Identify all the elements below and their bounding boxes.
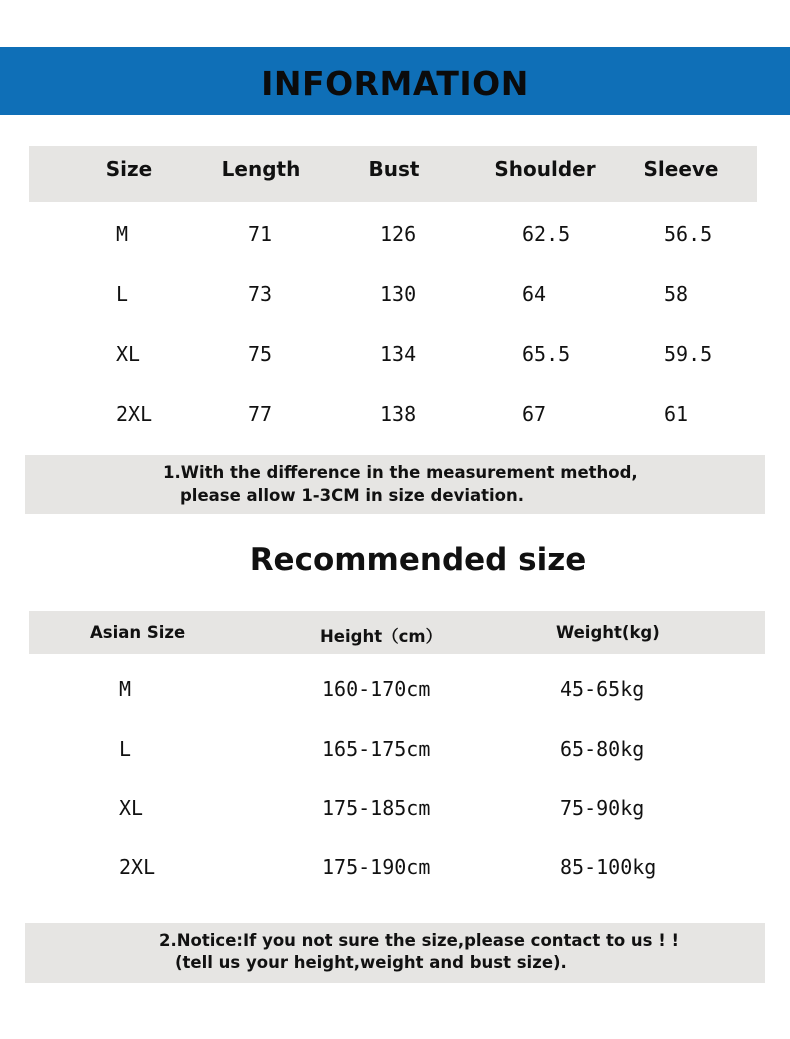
sleeve-cell: 56.5 [664,222,713,246]
weight-cell: 75-90kg [560,796,645,820]
sleeve-cell: 59.5 [664,342,713,366]
header-height: Height（cm） [320,627,443,646]
asian-size-cell: 2XL [119,855,156,879]
shoulder-cell: 62.5 [522,222,571,246]
note-line: 1.With the difference in the measurement method, [163,463,638,482]
length-cell: 75 [248,342,273,366]
size-table-header [29,146,757,202]
header-bust: Bust [368,157,420,181]
bust-cell: 138 [380,402,417,426]
size-cell: 2XL [116,402,153,426]
asian-size-cell: L [119,737,132,761]
length-cell: 77 [248,402,273,426]
height-cell: 175-190cm [322,855,431,879]
header-size: Size [105,157,153,181]
header-sleeve: Sleeve [643,157,719,181]
asian-size-cell: M [119,677,132,701]
shoulder-cell: 67 [522,402,547,426]
shoulder-cell: 64 [522,282,547,306]
weight-cell: 85-100kg [560,855,657,879]
size-cell: M [116,222,129,246]
recommended-table-header [29,611,765,654]
note-line: please allow 1-3CM in size deviation. [180,486,525,505]
shoulder-cell: 65.5 [522,342,571,366]
height-cell: 160-170cm [322,677,431,701]
note-line: (tell us your height,weight and bust size). [175,953,567,972]
header-asian-size: Asian Size [90,623,186,642]
weight-cell: 45-65kg [560,677,645,701]
weight-cell: 65-80kg [560,737,645,761]
note-line: 2.Notice:If you not sure the size,please contact to us ! ! [159,931,680,950]
sleeve-cell: 58 [664,282,689,306]
bust-cell: 134 [380,342,417,366]
header-length: Length [221,157,301,181]
asian-size-cell: XL [119,796,144,820]
size-cell: XL [116,342,141,366]
height-cell: 165-175cm [322,737,431,761]
header-shoulder: Shoulder [494,157,596,181]
bust-cell: 130 [380,282,417,306]
banner-title: INFORMATION [261,63,529,103]
bust-cell: 126 [380,222,417,246]
contact-note [25,923,765,983]
information-banner [0,47,790,115]
measurement-note [25,455,765,514]
size-cell: L [116,282,129,306]
length-cell: 71 [248,222,273,246]
height-cell: 175-185cm [322,796,431,820]
length-cell: 73 [248,282,273,306]
header-weight: Weight(kg) [556,623,660,642]
recommended-title: Recommended size [249,542,587,578]
sleeve-cell: 61 [664,402,689,426]
